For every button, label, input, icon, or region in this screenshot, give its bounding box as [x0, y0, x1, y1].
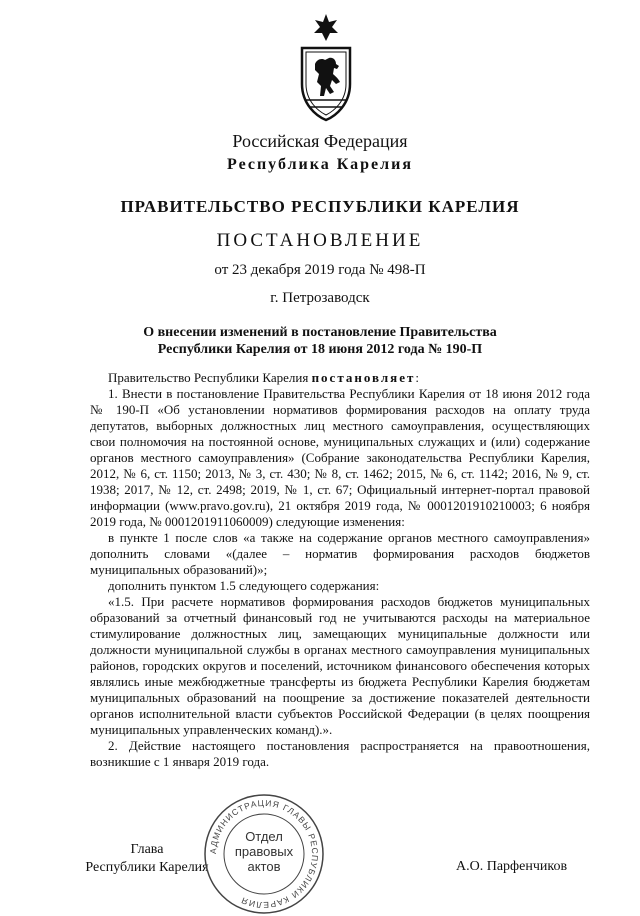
document-body [90, 370, 590, 770]
date-and-number: от 23 декабря 2019 года № 498-П [214, 262, 426, 278]
document-type: ПОСТАНОВЛЕНИЕ [216, 230, 424, 251]
stamp-center-text [216, 829, 312, 874]
paragraph-2: в пункте 1 после слов «а также на содержание органов местного самоуправления» дополнить словами «(далее – норматив формирования расходов бюджетов муниципальных образований)»; [90, 530, 590, 577]
republic-name: Республика Карелия [227, 156, 413, 173]
intro-end: : [415, 370, 419, 385]
stamp-ring-text: АДМИНИСТРАЦИЯ ГЛАВЫ РЕСПУБЛИКИ КАРЕЛИЯ [207, 797, 321, 911]
signatory-name: А.О. Парфенчиков [456, 859, 568, 874]
city: г. Петрозаводск [270, 290, 370, 306]
signatory-title [77, 841, 217, 877]
paragraph-1: 1. Внести в постановление Правительства Республики Карелия от 18 июня 2012 года № 190-П «Об установлении нормативов формирования расходов на оплату труда депутатов, выборных должностных лиц местного самоуправления, осуществляющих свои полномочия на постоянной основе, муниципальных служащих и (или) содержание органов местного самоуправления» (Собрание законодательства Республики Карелия, 2012, № 6, ст. 1150; 2013, № 3, ст. 430; № 8, ст. 1462; 2015, № 6, ст. 1142; 2016, № 9, ст. 1938; 2017, № 12, ст. 2498; 2019, № 1, ст. 67; Официальный интернет-портал правовой информации (www.pravo.gov.ru), 21 октября 2019 года, № 0001201910210003; 6 ноября 2019 года, № 0001201911060009) следующие изменения: [90, 386, 590, 529]
signatory-title-line-1: Глава [130, 842, 164, 857]
paragraph-4: «1.5. При расчете нормативов формирования расходов бюджетов муниципальных образований за отчетный финансовый год не учитываются расходы на материальное стимулирование должностных лиц, замещающих муниципальные должности или должности муниципальной службы в органах местного самоуправления муниципальных районов, городских округов и поселений, источником финансового обеспечения которых являлись иные межбюджетные трансферты из бюджета Республики Карелия бюджетам муниципальных образований на поощрение за достижение показателей деятельности органов исполнительной власти субъектов Российской Федерации (в целях поощрения муниципальных управленческих команд).». [90, 594, 590, 737]
government-name: ПРАВИТЕЛЬСТВО РЕСПУБЛИКИ КАРЕЛИЯ [120, 197, 520, 216]
intro-verb: постановляет [311, 370, 416, 385]
paragraph-5: 2. Действие настоящего постановления распространяется на правоотношения, возникшие с 1 января 2019 года. [90, 738, 590, 769]
document-subject [0, 324, 640, 358]
intro-paragraph [90, 370, 590, 386]
stamp-line-2: правовых [234, 844, 294, 859]
signatory-title-line-2: Республики Карелия [85, 860, 209, 875]
stamp-line-3: актов [247, 859, 281, 874]
stamp-line-1: Отдел [245, 829, 283, 844]
subject-line-1: О внесении изменений в постановление Правительства [143, 325, 497, 340]
intro-text: Правительство Республики Карелия [108, 370, 312, 385]
country-name: Российская Федерация [232, 131, 408, 151]
karelia-coat-of-arms-icon [296, 12, 356, 124]
paragraph-3: дополнить пунктом 1.5 следующего содержания: [108, 578, 380, 593]
subject-line-2: Республики Карелия от 18 июня 2012 года № 190-П [157, 342, 483, 357]
